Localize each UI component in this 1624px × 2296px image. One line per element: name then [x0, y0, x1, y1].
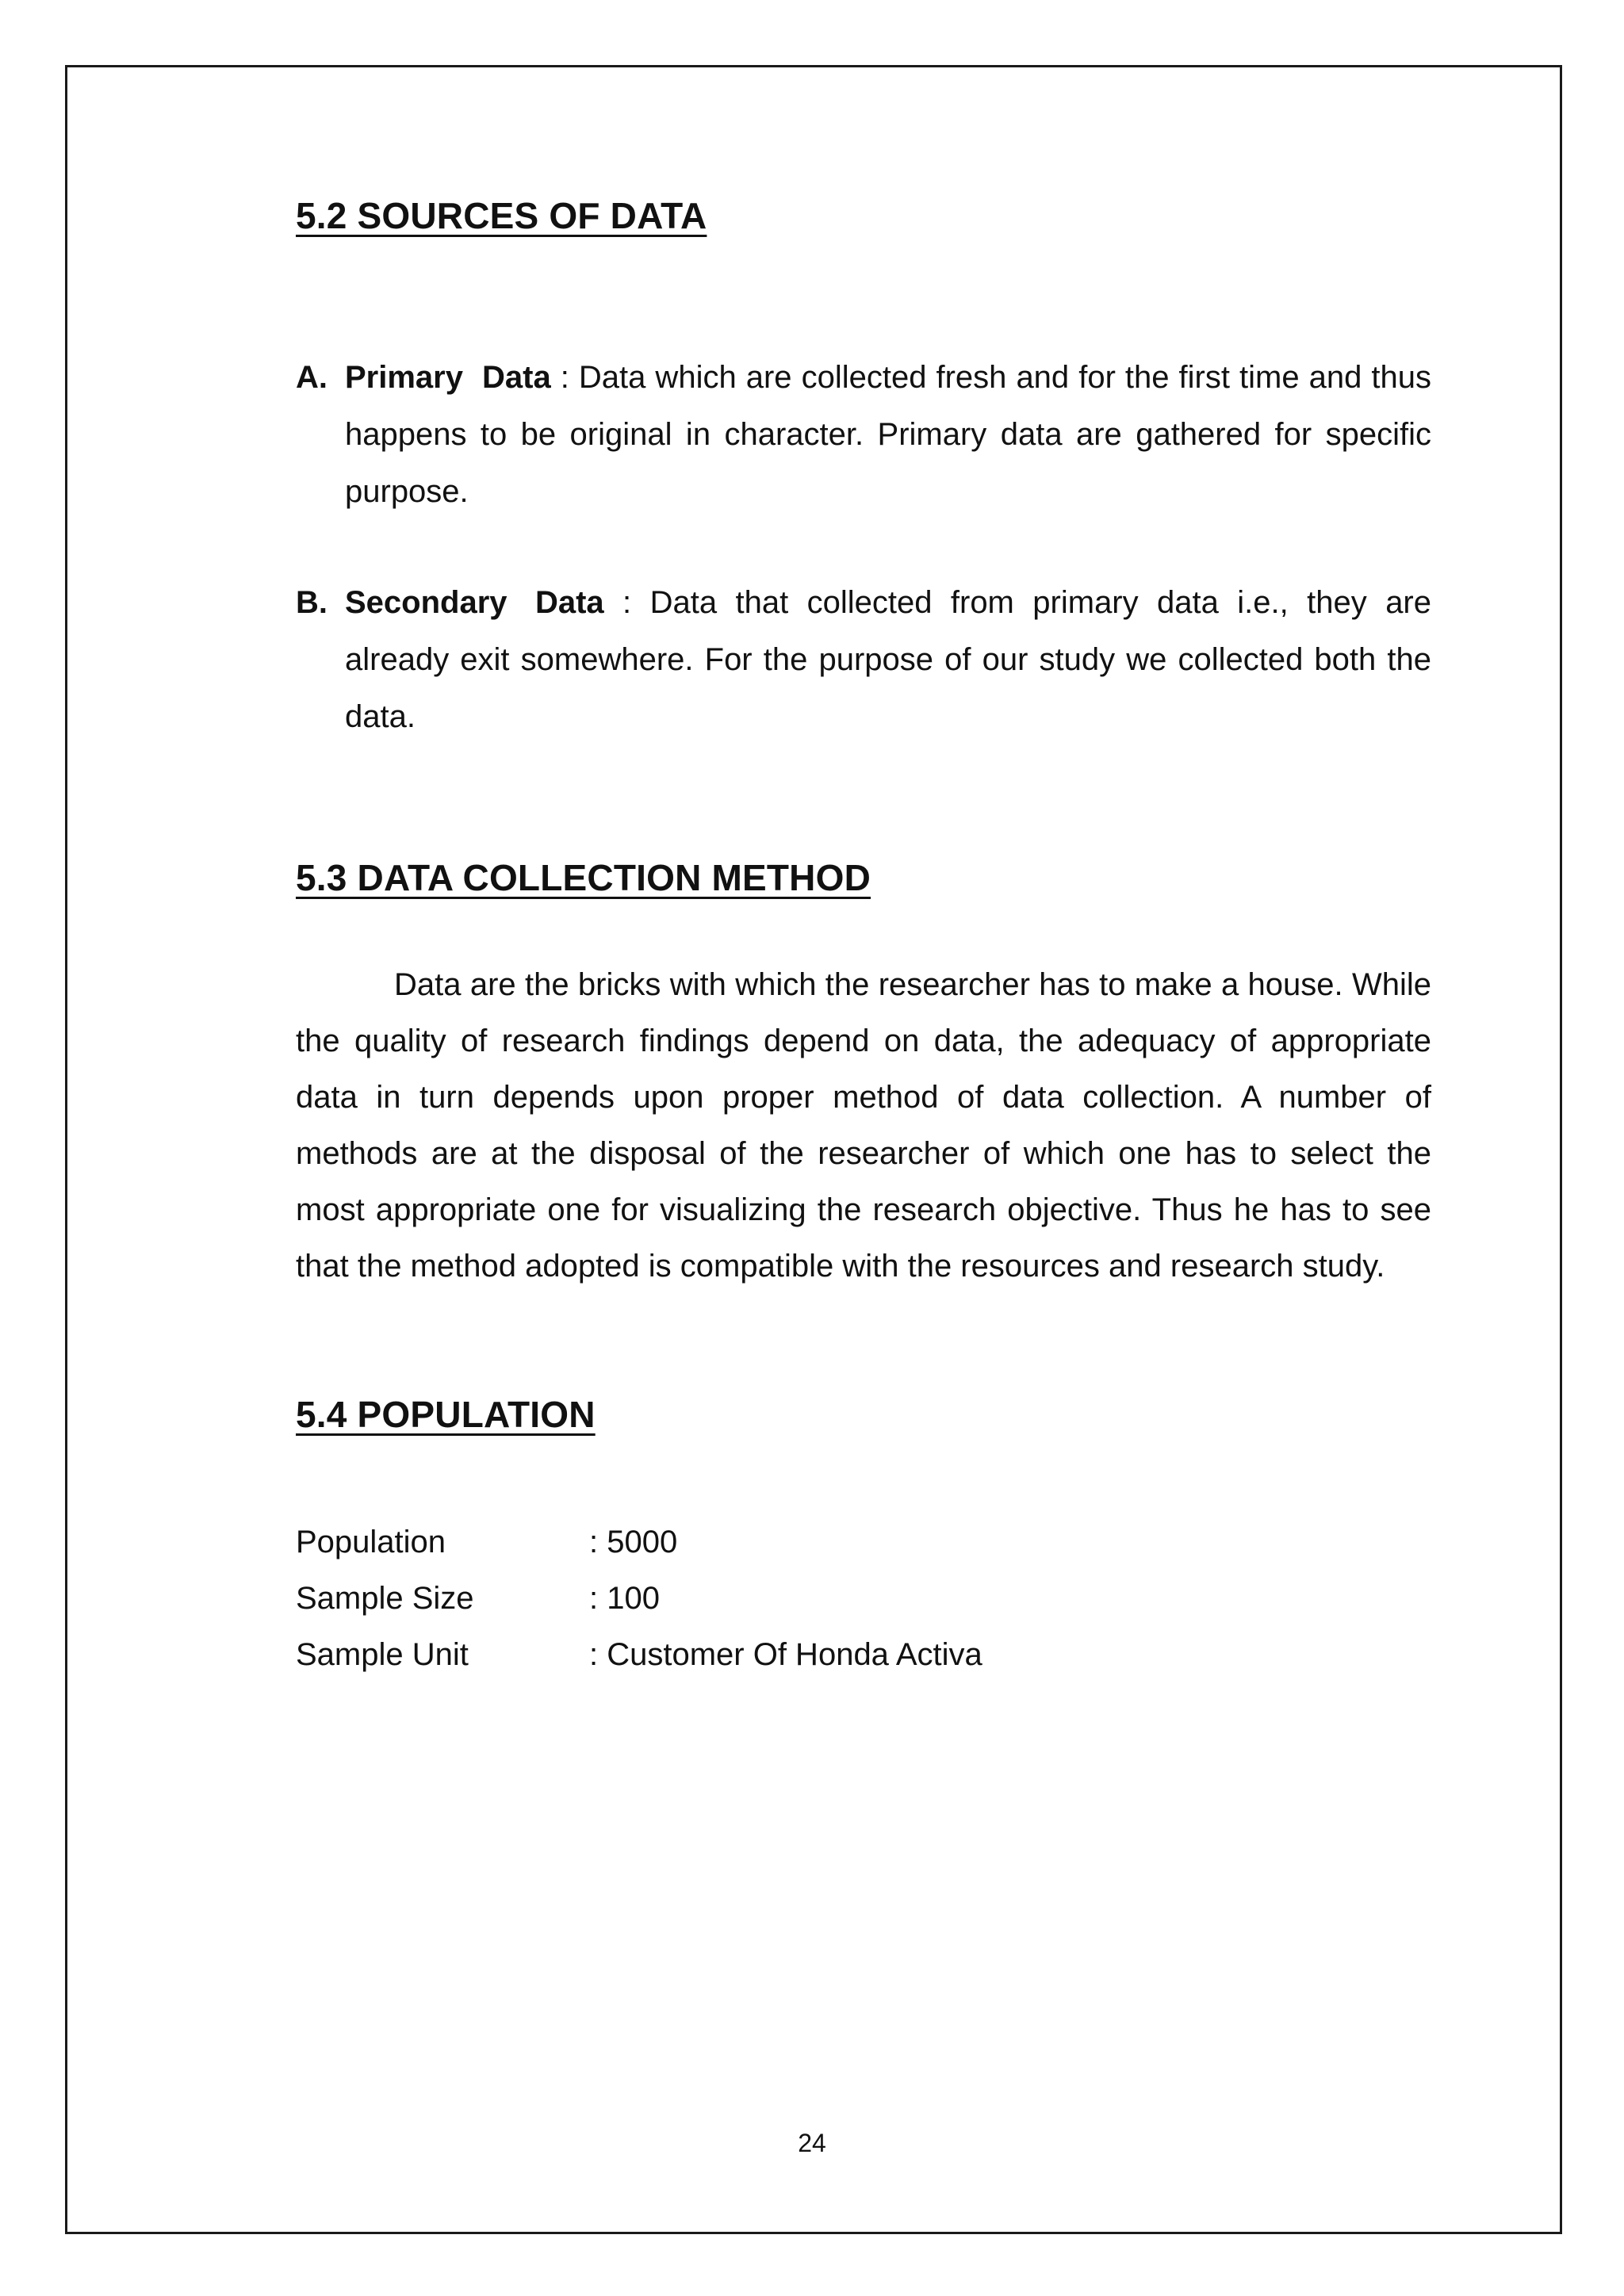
- definition-term: Primary Data: [345, 360, 551, 395]
- sample-unit-row-label: Sample Unit: [296, 1637, 469, 1672]
- data-collection-paragraph: Data are the bricks with which the researcher has to make a house. While the quality of research findings depend on data, the adequacy of appropriate data in turn depends upon proper method of data collection. A number of methods are at the disposal of the researcher of which one has to select the most appropriate one for visualizing the research objective. Thus he has to see that the method adopted is compatible with the resources and research study.: [296, 967, 1431, 1284]
- definition-separator: :: [603, 585, 650, 620]
- definition-body: [345, 574, 1431, 745]
- definition-term: Secondary Data: [345, 585, 604, 620]
- section-heading-sources-of-data: 5.2 SOURCES OF DATA: [296, 195, 707, 236]
- definition-item-secondary-data: [296, 574, 1431, 745]
- sample-unit-row: [296, 1627, 982, 1683]
- sample-size-row: [296, 1571, 982, 1627]
- definition-item-primary-data: [296, 349, 1431, 520]
- definition-text: Data that collected from primary data i.e., they are already exit somewhere. For the purpose of our study we collected both the data.: [345, 585, 1432, 734]
- page-number: 24: [798, 2129, 826, 2157]
- sample-unit-row-value: : Customer Of Honda Activa: [589, 1637, 982, 1672]
- sample-size-row-value: : 100: [589, 1581, 660, 1616]
- list-marker: B.: [296, 585, 327, 620]
- population-row-label: Population: [296, 1525, 446, 1559]
- population-row-value: : 5000: [589, 1525, 678, 1559]
- definition-text: Data which are collected fresh and for the first time and thus happens to be original in character. Primary data are gathered for specific purpose.: [345, 360, 1432, 509]
- list-marker: A.: [296, 360, 327, 395]
- sample-size-row-label: Sample Size: [296, 1581, 474, 1616]
- definition-body: [345, 349, 1431, 520]
- section-heading-data-collection-method: 5.3 DATA COLLECTION METHOD: [296, 857, 871, 898]
- population-details: [296, 1514, 982, 1683]
- definition-separator: :: [550, 360, 579, 395]
- population-row: [296, 1514, 982, 1571]
- section-heading-population: 5.4 POPULATION: [296, 1394, 596, 1435]
